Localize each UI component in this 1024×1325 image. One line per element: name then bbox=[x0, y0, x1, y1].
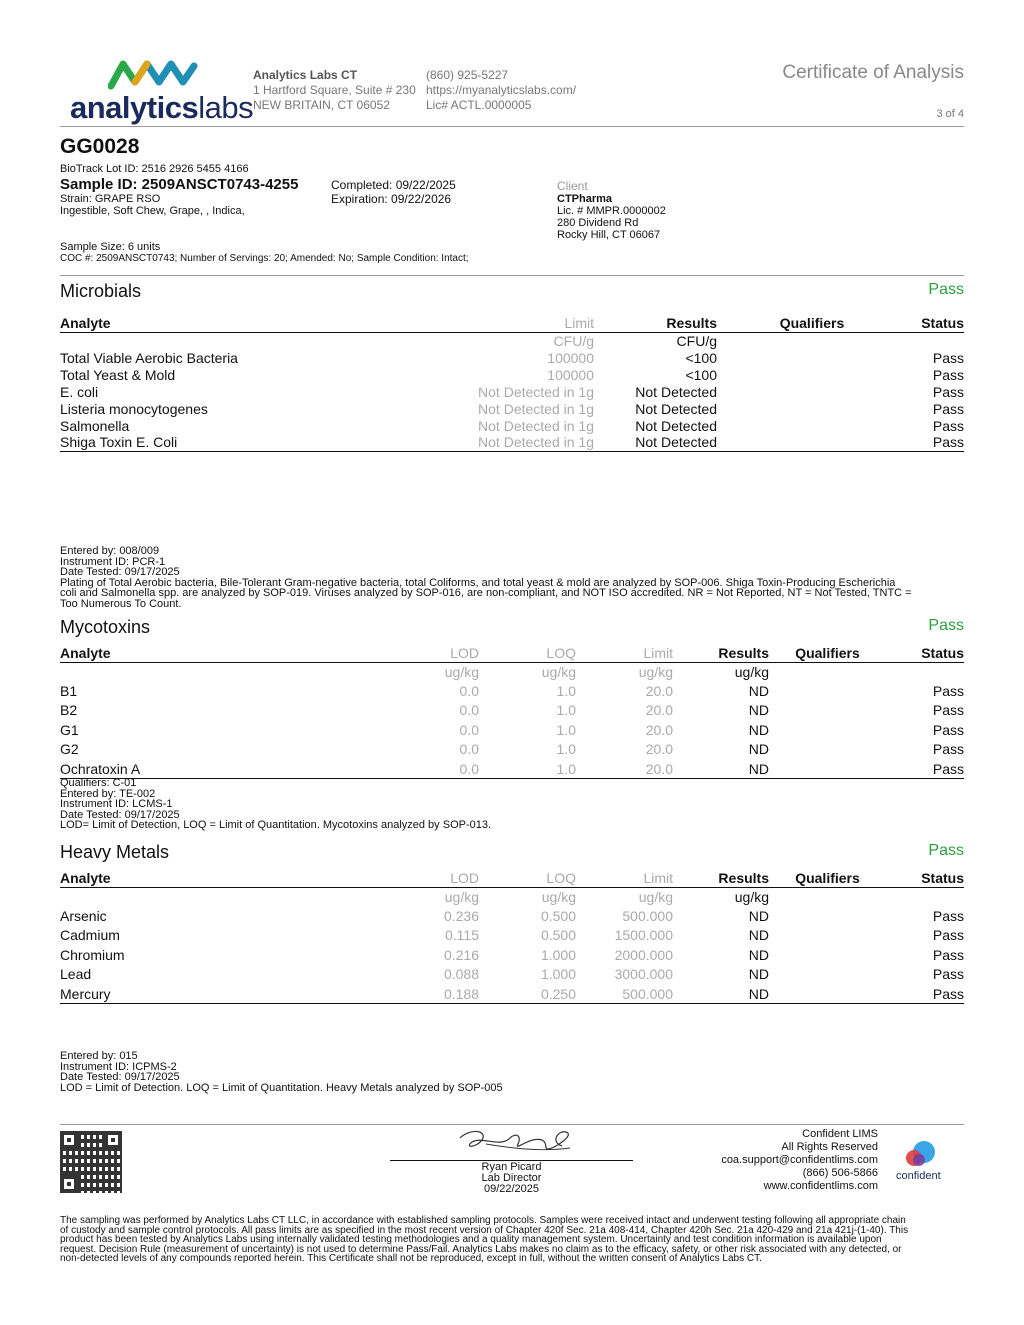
table-row bbox=[60, 434, 964, 451]
expiration-date: Expiration: 09/22/2026 bbox=[331, 192, 452, 206]
loq-value: 0.500 bbox=[540, 927, 576, 944]
limit-value: 500.000 bbox=[622, 907, 673, 924]
col-loq: LOQ bbox=[479, 645, 576, 662]
limit-value: 20.0 bbox=[645, 682, 673, 699]
loq-value: 0.500 bbox=[540, 907, 576, 924]
confident-logo-icon bbox=[904, 1140, 940, 1168]
note-line: Entered by: 015 bbox=[60, 1050, 138, 1062]
qr-code-icon[interactable] bbox=[60, 1131, 122, 1193]
unit-label: ug/kg bbox=[734, 663, 769, 680]
lod-value: 0.0 bbox=[459, 741, 479, 758]
status-value: Pass bbox=[932, 366, 964, 383]
result-value: Not Detected bbox=[635, 383, 717, 400]
result-value: Not Detected bbox=[635, 417, 717, 434]
note-line: LOD= Limit of Detection, LOQ = Limit of Quantitation. Mycotoxins analyzed by SOP-013. bbox=[60, 819, 492, 831]
lod-value: 0.216 bbox=[443, 946, 479, 963]
analyte-name: Cadmium bbox=[60, 927, 120, 944]
col-status: Status bbox=[866, 870, 964, 887]
status-value: Pass bbox=[932, 383, 964, 400]
lims-email[interactable]: coa.support@confidentlims.com bbox=[721, 1154, 878, 1166]
col-limit: Limit bbox=[360, 315, 594, 332]
col-lod: LOD bbox=[360, 870, 479, 887]
status-value: Pass bbox=[932, 349, 964, 366]
table-row bbox=[60, 945, 964, 965]
table-row bbox=[60, 926, 964, 946]
col-results: Results bbox=[673, 645, 769, 662]
lod-value: 0.236 bbox=[443, 907, 479, 924]
status-value: Pass bbox=[866, 759, 964, 779]
client-address-2: Rocky Hill, CT 06067 bbox=[557, 229, 661, 241]
table-row bbox=[60, 400, 964, 417]
limit-value: Not Detected in 1g bbox=[478, 383, 594, 400]
col-lod: LOD bbox=[360, 645, 479, 662]
mycotoxins-notes bbox=[60, 778, 491, 831]
disclaimer-line: The sampling was performed by Analytics Labs CT LLC, in accordance with established sampling protocols. Samples were received intact and underwent testing following all appropriate chain bbox=[60, 1215, 906, 1226]
loq-value: 1.0 bbox=[556, 702, 576, 719]
unit-label: ug/kg bbox=[444, 888, 479, 905]
confident-logo-text: confident bbox=[896, 1170, 941, 1182]
status-value: Pass bbox=[932, 927, 964, 944]
analyte-name: B2 bbox=[60, 702, 78, 719]
page-number: 3 of 4 bbox=[936, 108, 964, 120]
table-row bbox=[60, 984, 964, 1004]
loq-value: 1.0 bbox=[556, 721, 576, 738]
table-row bbox=[60, 720, 964, 740]
result-value: Not Detected bbox=[594, 434, 717, 451]
microbials-notes bbox=[60, 546, 912, 609]
analyte-name: Chromium bbox=[60, 946, 125, 963]
limit-value: 20.0 bbox=[645, 741, 673, 758]
qualifier-value bbox=[769, 906, 866, 926]
qualifier-value bbox=[769, 740, 866, 760]
analyte-name: Total Viable Aerobic Bacteria bbox=[60, 349, 238, 366]
lab-url[interactable]: https://myanalyticslabs.com/ bbox=[426, 83, 577, 97]
note-line: Too Numerous To Count. bbox=[60, 597, 182, 610]
table-row bbox=[60, 759, 964, 779]
result-value: ND bbox=[673, 759, 769, 779]
disclaimer-line: of custody and sample control protocols. All pass limits are as specified in the most recent version of Chapter 420f Sec. 21a 408-414, Chapter 420h Sec. 21a 420-429 and 21a 421j-(1-40). This bbox=[60, 1224, 909, 1236]
limit-value: 100000 bbox=[547, 349, 594, 366]
status-value: Pass bbox=[932, 400, 964, 417]
note-line: Date Tested: 09/17/2025 bbox=[60, 1071, 180, 1083]
lod-value: 0.0 bbox=[360, 759, 479, 779]
note-line: Instrument ID: PCR-1 bbox=[60, 555, 166, 568]
loq-value: 1.0 bbox=[479, 759, 576, 779]
lod-value: 0.0 bbox=[459, 721, 479, 738]
table-row bbox=[60, 965, 964, 985]
logo-waves-icon bbox=[108, 58, 198, 90]
lab-name: Analytics Labs CT bbox=[253, 68, 358, 82]
coc-info: COC #: 2509ANSCT0743; Number of Servings: 20; Amended: No; Sample Condition: Intact; bbox=[60, 253, 469, 264]
result-value: <100 bbox=[685, 366, 717, 383]
table-row bbox=[60, 417, 964, 434]
analyte-name: Mercury bbox=[60, 984, 360, 1004]
sample-size: Sample Size: 6 units bbox=[60, 241, 161, 253]
note-line: Entered by: 008/009 bbox=[60, 545, 160, 557]
lims-website[interactable]: www.confidentlims.com bbox=[763, 1180, 878, 1192]
lod-value: 0.115 bbox=[445, 927, 479, 944]
status-value: Pass bbox=[867, 434, 964, 451]
status-value: Pass bbox=[932, 417, 964, 434]
col-limit: Limit bbox=[576, 870, 673, 887]
limit-value: 20.0 bbox=[576, 759, 673, 779]
result-value: ND bbox=[748, 966, 769, 983]
results-unit: CFU/g bbox=[676, 332, 717, 349]
logo-text-bold: analytics bbox=[70, 90, 199, 125]
unit-label: ug/kg bbox=[638, 663, 673, 680]
microbials-status: Pass bbox=[928, 281, 964, 298]
table-row bbox=[60, 740, 964, 760]
completed-date: Completed: 09/22/2025 bbox=[331, 178, 456, 192]
status-value: Pass bbox=[932, 682, 964, 699]
status-value: Pass bbox=[932, 741, 964, 758]
signature-image bbox=[390, 1126, 633, 1162]
mycotoxins-title: Mycotoxins bbox=[60, 617, 151, 637]
col-analyte: Analyte bbox=[60, 315, 360, 332]
mycotoxins-table bbox=[60, 645, 964, 779]
qualifier-value bbox=[769, 720, 866, 740]
signer-title: Lab Director bbox=[481, 1172, 542, 1184]
col-qualifiers: Qualifiers bbox=[769, 645, 866, 662]
result-value: ND bbox=[748, 682, 769, 699]
lims-rights: All Rights Reserved bbox=[781, 1141, 878, 1153]
analyte-name: Listeria monocytogenes bbox=[60, 400, 208, 417]
analyte-name: Total Yeast & Mold bbox=[60, 366, 176, 383]
footer-divider bbox=[60, 1124, 964, 1125]
loq-value: 0.250 bbox=[479, 984, 576, 1004]
note-line: coli and Salmonella spp. are analyzed by SOP-019. Viruses analyzed by SOP-016, are non-compliant, and NOT ISO accredited. NR = Not Reported, NT = Not Tested, TNTC = bbox=[60, 587, 912, 599]
disclaimer bbox=[60, 1216, 964, 1264]
table-row bbox=[60, 349, 964, 366]
table-row bbox=[60, 701, 964, 721]
lab-logo bbox=[70, 58, 254, 128]
table-row bbox=[60, 366, 964, 383]
sample-divider bbox=[60, 275, 964, 276]
col-status: Status bbox=[866, 645, 964, 662]
col-loq: LOQ bbox=[479, 870, 576, 887]
lab-address-2: NEW BRITAIN, CT 06052 bbox=[253, 98, 390, 112]
client-label: Client bbox=[557, 179, 588, 193]
qualifier-value bbox=[769, 701, 866, 721]
col-analyte: Analyte bbox=[60, 870, 360, 887]
client-license: Lic. # MMPR.0000002 bbox=[557, 205, 666, 217]
logo-text-light: labs bbox=[198, 90, 254, 125]
signer-name: Ryan Picard bbox=[481, 1161, 542, 1173]
client-name: CTPharma bbox=[557, 193, 613, 205]
qualifier-value bbox=[769, 945, 866, 965]
loq-value: 1.0 bbox=[556, 741, 576, 758]
unit-label: ug/kg bbox=[541, 888, 576, 905]
lod-value: 0.0 bbox=[459, 682, 479, 699]
analyte-name: G2 bbox=[60, 741, 79, 758]
analyte-name: Salmonella bbox=[60, 417, 130, 434]
status-value: Pass bbox=[932, 966, 964, 983]
result-value: ND bbox=[673, 984, 769, 1004]
loq-value: 1.0 bbox=[556, 682, 576, 699]
disclaimer-line: non-detected levels of any compounds reported herein. This Certificate shall not be reproduced, except in full, without the written consent of Analytics Labs CT. bbox=[60, 1253, 762, 1264]
col-limit: Limit bbox=[576, 645, 673, 662]
document-title: Certificate of Analysis bbox=[782, 62, 964, 83]
disclaimer-line: product has been tested by Analytics Labs using internally validated testing methodologies and a quality management system. Uncertainty and test condition information is available upon bbox=[60, 1234, 882, 1245]
note-line: Instrument ID: LCMS-1 bbox=[60, 798, 173, 810]
heavy-metals-title: Heavy Metals bbox=[60, 842, 170, 862]
limit-unit: CFU/g bbox=[553, 332, 594, 349]
analyte-name: Shiga Toxin E. Coli bbox=[60, 434, 360, 451]
col-results: Results bbox=[594, 315, 717, 332]
qualifier-value bbox=[769, 759, 866, 779]
qualifier-value bbox=[769, 984, 866, 1004]
limit-value: 500.000 bbox=[576, 984, 673, 1004]
col-results: Results bbox=[673, 870, 769, 887]
limit-value: 20.0 bbox=[645, 702, 673, 719]
disclaimer-line: request. Decision Rule (measurement of uncertainty) is not used to determine Pass/Fail. Analytics Labs makes no claim as to the efficacy, safety, or other risk associated with any detected, or bbox=[60, 1243, 902, 1255]
qualifier-value bbox=[717, 434, 867, 451]
unit-label: ug/kg bbox=[734, 888, 769, 905]
note-line: Instrument ID: ICPMS-2 bbox=[60, 1060, 177, 1073]
note-line: Plating of Total Aerobic bacteria, Bile-Tolerant Gram-negative bacteria, total Coliforms, and total yeast & mold are analyzed by SOP-006. Shiga Toxin-Producing Escherichia bbox=[60, 576, 896, 589]
limit-value: 20.0 bbox=[645, 721, 673, 738]
analyte-name: Arsenic bbox=[60, 907, 107, 924]
client-address-1: 280 Dividend Rd bbox=[557, 217, 639, 229]
loq-value: 1.000 bbox=[540, 966, 576, 983]
qualifier-value bbox=[717, 383, 867, 400]
strain: Strain: GRAPE RSO bbox=[60, 193, 161, 205]
table-row bbox=[60, 681, 964, 701]
note-line: Entered by: TE-002 bbox=[60, 787, 156, 800]
note-line: Date Tested: 09/17/2025 bbox=[60, 808, 180, 821]
analyte-name: Ochratoxin A bbox=[60, 759, 360, 779]
heavy-metals-status: Pass bbox=[928, 842, 964, 859]
col-qualifiers: Qualifiers bbox=[769, 870, 866, 887]
lims-name: Confident LIMS bbox=[802, 1128, 878, 1140]
microbials-title: Microbials bbox=[60, 281, 142, 301]
col-qualifiers: Qualifiers bbox=[717, 315, 867, 332]
col-analyte: Analyte bbox=[60, 645, 360, 662]
lab-phone: (860) 925-5227 bbox=[426, 68, 509, 82]
matrix: Ingestible, Soft Chew, Grape, , Indica, bbox=[60, 205, 245, 217]
qualifier-value bbox=[717, 366, 867, 383]
lod-value: 0.0 bbox=[459, 702, 479, 719]
status-value: Pass bbox=[932, 721, 964, 738]
result-value: ND bbox=[748, 946, 769, 963]
qualifier-value bbox=[769, 926, 866, 946]
limit-value: 2000.000 bbox=[614, 946, 673, 963]
header-divider bbox=[60, 126, 964, 127]
microbials-table bbox=[60, 315, 964, 452]
analyte-name: B1 bbox=[60, 682, 78, 699]
analyte-name: G1 bbox=[60, 721, 79, 738]
unit-label: ug/kg bbox=[638, 888, 673, 905]
result-value: ND bbox=[748, 927, 769, 944]
analyte-name: Lead bbox=[60, 966, 92, 983]
product-id: GG0028 bbox=[60, 135, 140, 158]
analyte-name: E. coli bbox=[60, 383, 99, 400]
signature-date: 09/22/2025 bbox=[483, 1183, 540, 1195]
lab-license: Lic# ACTL.0000005 bbox=[426, 98, 532, 112]
status-value: Pass bbox=[932, 702, 964, 719]
table-row bbox=[60, 906, 964, 926]
lab-address-1: 1 Hartford Square, Suite # 230 bbox=[253, 83, 416, 97]
qualifier-value bbox=[717, 349, 867, 366]
note-line: LOD = Limit of Detection. LOQ = Limit of Quantitation. Heavy Metals analyzed by SOP-005 bbox=[60, 1081, 503, 1094]
status-value: Pass bbox=[932, 946, 964, 963]
result-value: ND bbox=[748, 702, 769, 719]
heavy-metals-notes bbox=[60, 1051, 503, 1093]
lod-value: 0.188 bbox=[360, 984, 479, 1004]
result-value: ND bbox=[748, 721, 769, 738]
biotrack-lot-id: BioTrack Lot ID: 2516 2926 5455 4166 bbox=[60, 163, 249, 175]
limit-value: Not Detected in 1g bbox=[360, 434, 594, 451]
table-row bbox=[60, 383, 964, 400]
status-value: Pass bbox=[932, 907, 964, 924]
limit-value: Not Detected in 1g bbox=[478, 417, 594, 434]
note-line: Date Tested: 09/17/2025 bbox=[60, 566, 180, 578]
limit-value: 1500.000 bbox=[614, 927, 673, 944]
status-value: Pass bbox=[866, 984, 964, 1004]
qualifier-value bbox=[717, 400, 867, 417]
qualifier-value bbox=[769, 965, 866, 985]
result-value: ND bbox=[748, 907, 769, 924]
lims-phone: (866) 506-5866 bbox=[802, 1167, 878, 1179]
lod-value: 0.088 bbox=[443, 966, 479, 983]
result-value: ND bbox=[748, 741, 769, 758]
loq-value: 1.000 bbox=[540, 946, 576, 963]
note-line: Qualifiers: C-01 bbox=[60, 777, 137, 789]
qualifier-value bbox=[769, 681, 866, 701]
qualifier-value bbox=[717, 417, 867, 434]
mycotoxins-status: Pass bbox=[928, 617, 964, 634]
limit-value: Not Detected in 1g bbox=[478, 400, 594, 417]
heavy-metals-table bbox=[60, 870, 964, 1004]
unit-label: ug/kg bbox=[541, 663, 576, 680]
result-value: Not Detected bbox=[635, 400, 717, 417]
col-status: Status bbox=[867, 315, 964, 332]
sample-id: Sample ID: 2509ANSCT0743-4255 bbox=[60, 176, 299, 193]
confident-logo bbox=[896, 1140, 956, 1186]
limit-value: 100000 bbox=[547, 366, 594, 383]
limit-value: 3000.000 bbox=[614, 966, 673, 983]
unit-label: ug/kg bbox=[444, 663, 479, 680]
result-value: <100 bbox=[685, 349, 717, 366]
